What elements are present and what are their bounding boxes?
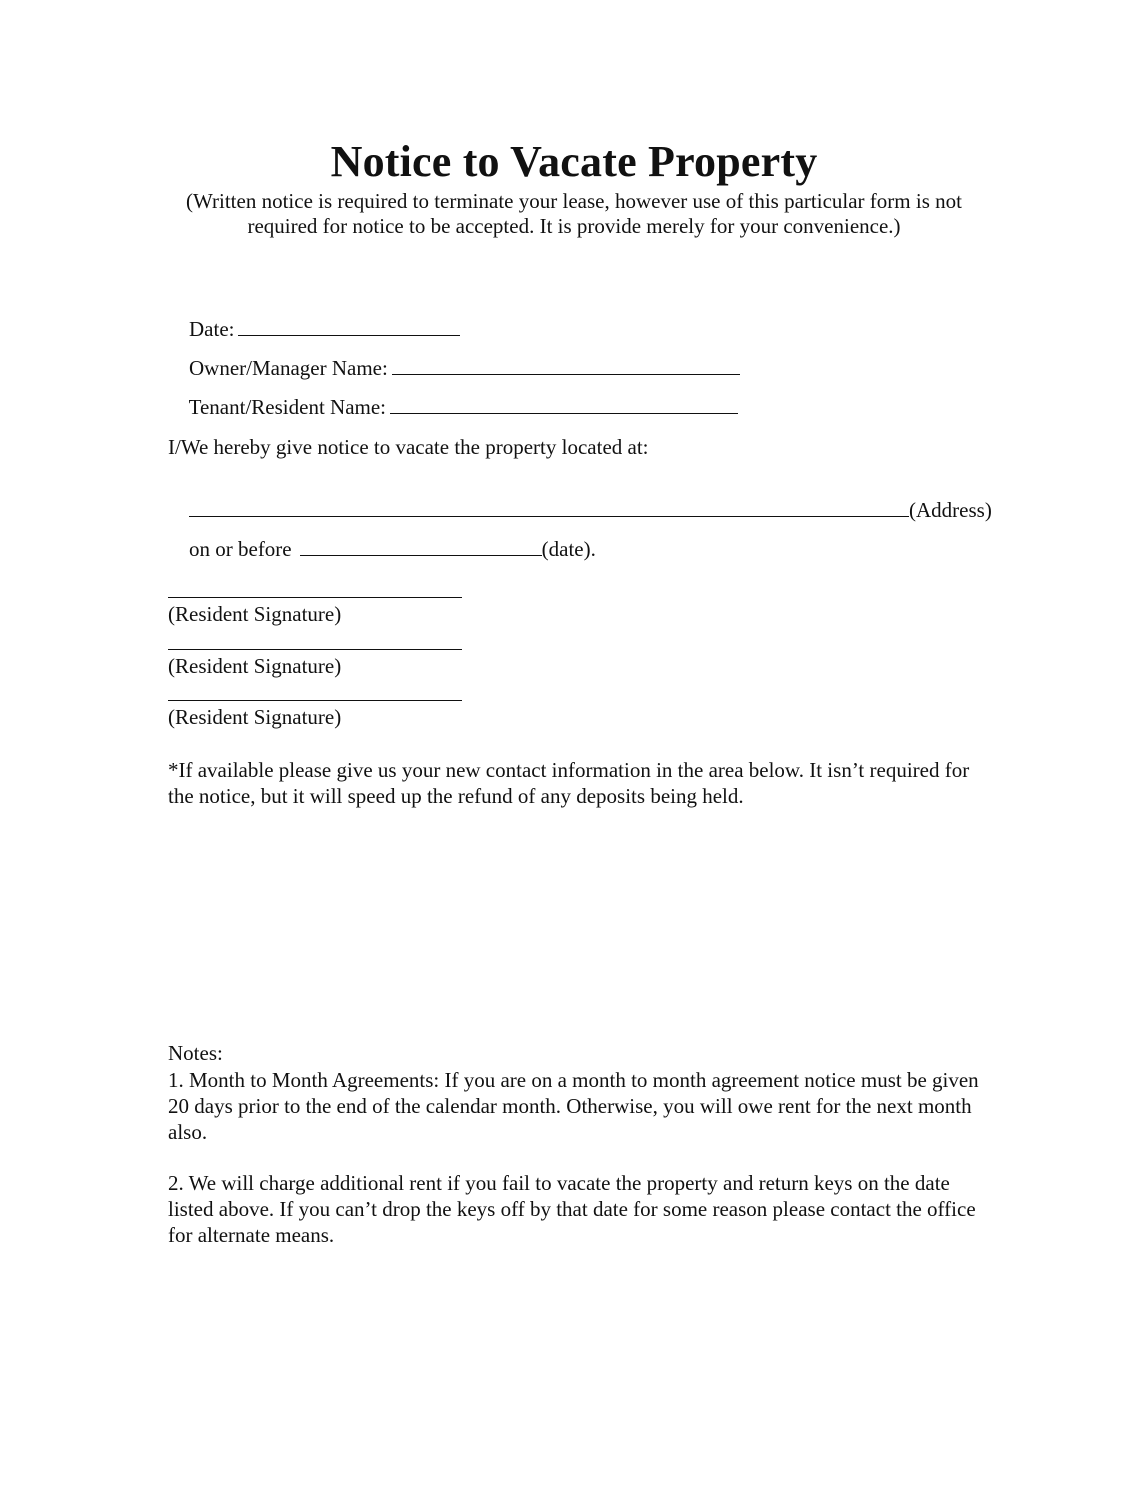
contact-info-note: *If available please give us your new contact information in the area below. It isn’t required for the notice, but it will speed up the refund of any deposits being held. [168, 758, 970, 808]
notes-heading: Notes: [168, 1041, 223, 1065]
signature-label-1: (Resident Signature) [168, 602, 342, 626]
on-or-before-label: on or before [189, 537, 292, 561]
date-suffix: (date). [541, 537, 596, 561]
signature-label-2: (Resident Signature) [168, 654, 342, 678]
owner-label: Owner/Manager Name: [189, 356, 388, 380]
tenant-name-blank[interactable] [390, 395, 738, 414]
tenant-label: Tenant/Resident Name: [188, 395, 387, 419]
vacate-date-row [168, 512, 596, 587]
note-2: 2. We will charge additional rent if you fail to vacate the property and return keys on the date listed above. If you can’t drop the keys off by that date for some reason please contact the office for alternate means. [168, 1171, 976, 1247]
tenant-field-row [168, 370, 738, 445]
signature-line-3[interactable] [168, 700, 462, 701]
vacate-date-blank[interactable] [300, 537, 542, 556]
notice-statement: I/We hereby give notice to vacate the property located at: [168, 435, 649, 459]
signature-line-2[interactable] [168, 649, 462, 650]
document-title: Notice to Vacate Property [330, 137, 818, 186]
date-label: Date: [189, 317, 235, 341]
signature-line-1[interactable] [168, 597, 462, 598]
note-1: 1. Month to Month Agreements: If you are on a month to month agreement notice must be given 20 days prior to the end of the calendar month. Otherwise, you will owe rent for the next month also. [168, 1068, 979, 1144]
document-subtitle: (Written notice is required to terminate your lease, however use of this particular form is not required for notice to be accepted. It is provide merely for your convenience.) [186, 189, 962, 238]
signature-label-3: (Resident Signature) [168, 705, 342, 729]
address-suffix: (Address) [909, 498, 992, 522]
